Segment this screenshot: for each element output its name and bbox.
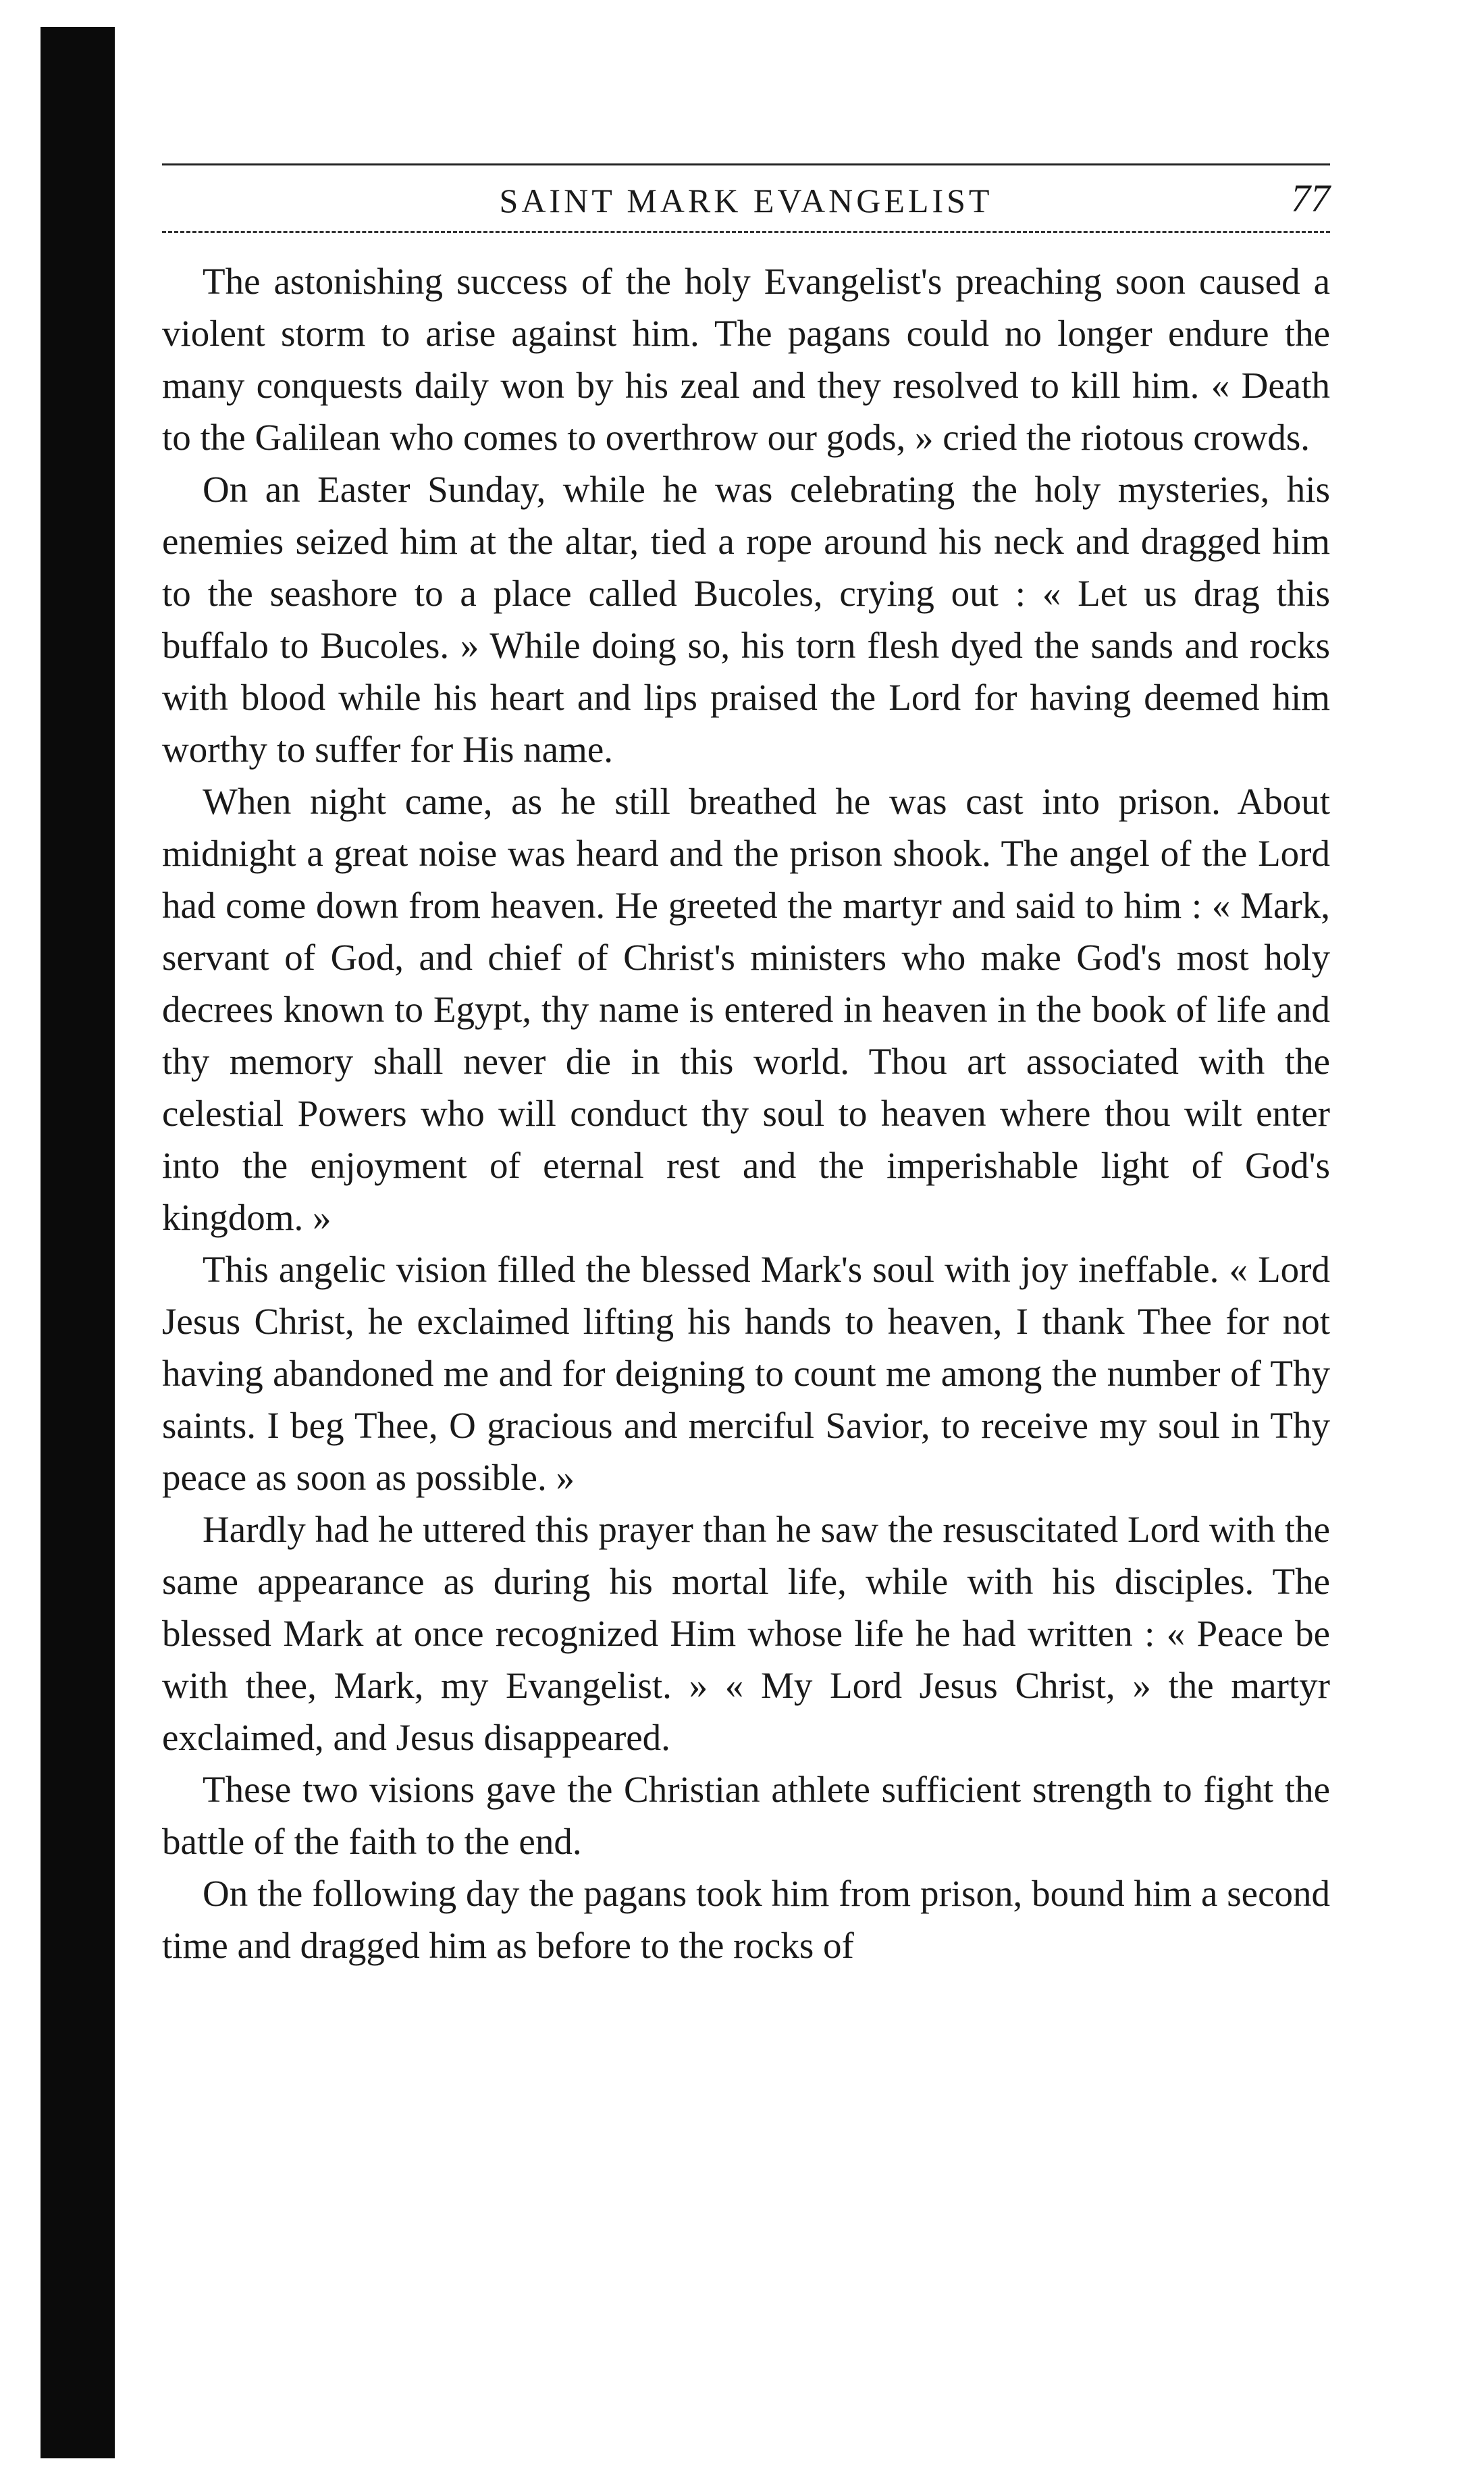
paragraph: These two visions gave the Christian athlete sufficient strength to fight the battle of the faith to the end.	[162, 1769, 1330, 1862]
header-rule-bottom	[162, 231, 1330, 233]
paragraph: On the following day the pagans took him from prison, bound him a second time and dragged him as before to the rocks of	[162, 1873, 1330, 1966]
paragraph: The astonishing success of the holy Evangelist's preaching soon caused a violent storm to arise against him. The pagans could no longer endure the many conquests daily won by his zeal and they resolved to kill him. « Death to the Galilean who comes to overthrow our gods, » cried the riotous crowds.	[162, 261, 1330, 458]
page-binding-shadow	[41, 27, 115, 2458]
page-header	[162, 155, 1330, 236]
page-number: 77	[1291, 176, 1330, 220]
body-text	[162, 255, 1330, 1971]
paragraph: When night came, as he still breathed he was cast into prison. About midnight a great noise was heard and the prison shook. The angel of the Lord had come down from heaven. He greeted the martyr and said to him : « Mark, servant of God, and chief of Christ's ministers who make God's most holy decrees known to Egypt, thy name is entered in heaven in the book of life and thy memory shall never die in this world. Thou art associated with the celestial Powers who will conduct thy soul to heaven where thou wilt enter into the enjoyment of eternal rest and the imperishable light of God's kingdom. »	[162, 781, 1330, 1238]
paragraph: Hardly had he uttered this prayer than he saw the resuscitated Lord with the same appearance as during his mortal life, while with his disciples. The blessed Mark at once recognized Him whose life he had written : « Peace be with thee, Mark, my Evangelist. » « My Lord Jesus Christ, » the martyr exclaimed, and Jesus disappeared.	[162, 1509, 1330, 1758]
book-page	[162, 155, 1330, 2384]
paragraph: This angelic vision filled the blessed Mark's soul with joy ineffable. « Lord Jesus Christ, he exclaimed lifting his hands to heaven, I thank Thee for not having abandoned me and for deigning to count me among the number of Thy saints. I beg Thee, O gracious and merciful Savior, to receive my soul in Thy peace as soon as possible. »	[162, 1249, 1330, 1498]
paragraph: On an Easter Sunday, while he was celebrating the holy mysteries, his enemies seized him at the altar, tied a rope around his neck and dragged him to the seashore to a place called Bucoles, crying out : « Let us drag this buffalo to Bucoles. » While doing so, his torn flesh dyed the sands and rocks with blood while his heart and lips praised the Lord for having deemed him worthy to suffer for His name.	[162, 469, 1330, 770]
header-rule-top	[162, 163, 1330, 165]
running-title: SAINT MARK EVANGELIST	[499, 182, 993, 219]
